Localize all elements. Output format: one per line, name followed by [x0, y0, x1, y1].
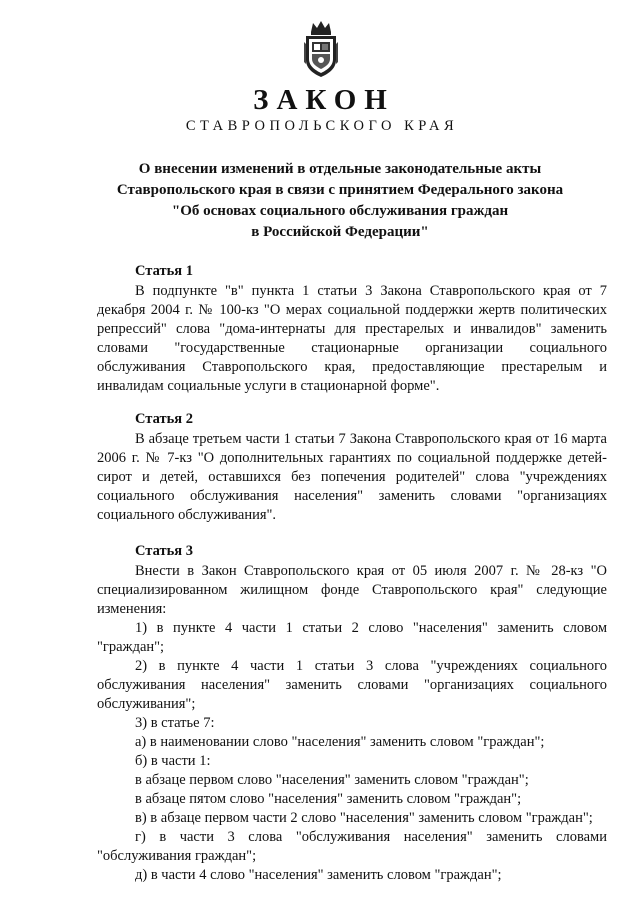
article-3 — [97, 542, 607, 885]
article-2 — [97, 410, 607, 525]
law-heading — [100, 159, 580, 243]
article-paragraph: В подпункте "в" пункта 1 статьи 3 Закона Ставропольского края от 7 декабря 2004 г. № 100-кз "О мерах социальной поддержки жертв политических репрессий" слова "дома-интернаты для престарелых и инвалидов" заменить словами "государственные стационарные организации социального обслуживания Ставропольского края, предоставляющие престарелым и инвалидам социальные услуги в стационарной форме". — [97, 283, 607, 394]
article-1 — [97, 262, 607, 396]
list-item: в абзаце пятом слово "населения" заменить словом "граждан"; — [135, 791, 522, 807]
article-paragraph: В абзаце третьем части 1 статьи 7 Закона Ставропольского края от 16 марта 2006 г. № 7-кз "О дополнительных гарантиях по социальной поддержке детей-сирот и детей, оставшихся без попечения родителей" слова "учреждениях социального обслуживания населения" заменить словами "организациях социального обслуживания". — [97, 431, 607, 523]
list-item: 1) в пункте 4 части 1 статьи 2 слово "населения" заменить словом "граждан"; — [97, 620, 607, 655]
document-subtitle: СТАВРОПОЛЬСКОГО КРАЯ — [185, 118, 459, 134]
list-item: г) в части 3 слова "обслуживания населения" заменить словами "обслуживания граждан"; — [97, 829, 607, 864]
article-title: Статья 1 — [135, 263, 193, 279]
heading-line: "Об основах социального обслуживания граждан — [171, 203, 509, 219]
article-title: Статья 2 — [135, 411, 193, 427]
list-item: 3) в статье 7: — [135, 715, 215, 731]
document-title: ЗАКОН — [253, 84, 395, 116]
list-item: а) в наименовании слово "населения" заменить словом "граждан"; — [135, 734, 545, 750]
list-item: б) в части 1: — [135, 753, 211, 769]
heading-line: Ставропольского края в связи с принятием Федерального закона — [116, 182, 564, 198]
article-paragraph: Внести в Закон Ставропольского края от 05 июля 2007 г. № 28-кз "О специализированном жилищном фонде Ставропольского края" следующие изменения: — [97, 563, 607, 617]
coat-of-arms-icon — [302, 20, 340, 78]
list-item: д) в части 4 слово "населения" заменить словом "граждан"; — [135, 867, 502, 883]
list-item: 2) в пункте 4 части 1 статьи 3 слова "учреждениях социального обслуживания населения" заменить словами "организациях социального обслуживания"; — [97, 658, 607, 712]
list-item: в абзаце первом слово "населения" заменить словом "граждан"; — [135, 772, 529, 788]
article-title: Статья 3 — [135, 543, 193, 559]
heading-line: О внесении изменений в отдельные законодательные акты — [138, 161, 542, 177]
document-body — [97, 262, 607, 885]
list-item: в) в абзаце первом части 2 слово "населения" заменить словом "граждан"; — [135, 810, 593, 826]
heading-line: в Российской Федерации" — [251, 224, 429, 240]
